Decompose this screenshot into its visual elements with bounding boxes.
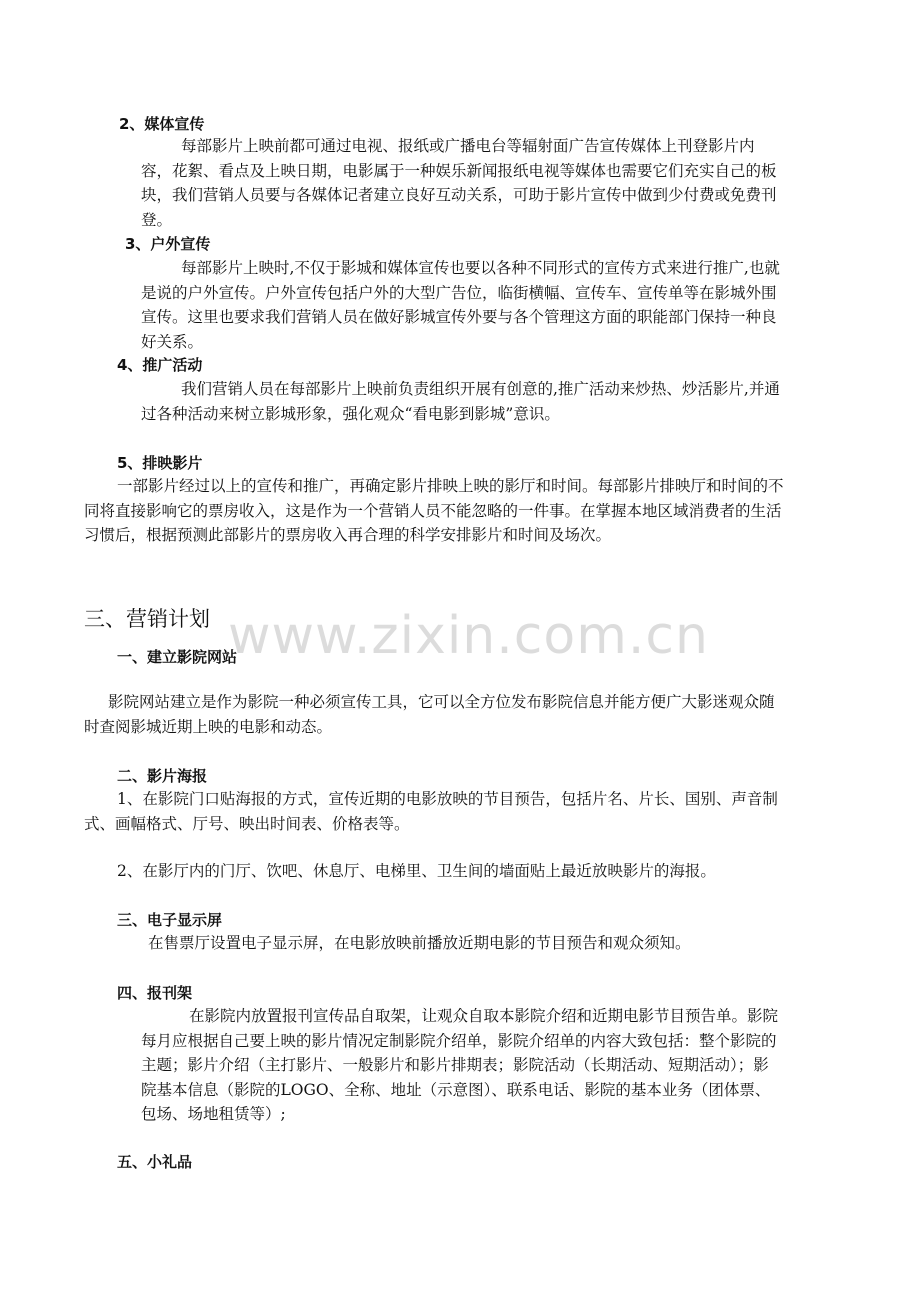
plan-heading-brochure-rack: 四、报刊架 [117,984,193,1002]
paragraph-posters-item-1: 1、在影院门口贴海报的方式，宣传近期的电影放映的节目预告，包括片名、片长、国别、声音制式、画幅格式、厅号、映出时间表、价格表等。 [84,790,778,833]
paragraph-posters-item-2: 2、在影厅内的门厅、饮吧、休息厅、电梯里、卫生间的墙面贴上最近放映影片的海报。 [117,862,716,880]
section-heading-outdoor-promotion: 3、户外宣传 [125,235,211,253]
plan-heading-electronic-display: 三、电子显示屏 [117,911,223,929]
plan-heading-posters: 二、影片海报 [117,767,208,785]
paragraph-outdoor-promotion: 每部影片上映时,不仅于影城和媒体宣传也要以各种不同形式的宣传方式来进行推广,也就是说的户外宣传。户外宣传包括户外的大型广告位，临街横幅、宣传车、宣传单等在影城外围宣传。这里也要求我们营销人员在做好影城宣传外要与各个管理这方面的职能部门保持一种良好关系。 [141,259,780,351]
plan-heading-cinema-website: 一、建立影院网站 [117,648,238,666]
paragraph-film-scheduling: 一部影片经过以上的宣传和推广，再确定影片排映上映的影厅和时间。每部影片排映厅和时间的不同将直接影响它的票房收入，这是作为一个营销人员不能忽略的一件事。在掌握本地区域消费者的生活习惯后，根据预测此部影片的票房收入再合理的科学安排影片和时间及场次。 [84,477,784,544]
section-heading-film-scheduling: 5、排映影片 [117,454,203,472]
paragraph-media-promotion: 每部影片上映前都可通过电视、报纸或广播电台等辐射面广告宣传媒体上刊登影片内容，花絮、看点及上映日期，电影属于一种娱乐新闻报纸电视等媒体也需要它们充实自己的板块，我们营销人员要与各媒体记者建立良好互动关系，可助于影片宣传中做到少付费或免费刊登。 [141,137,777,229]
paragraph-cinema-website: 影院网站建立是作为影院一种必须宣传工具，它可以全方位发布影院信息并能方便广大影迷观众随时查阅影城近期上映的电影和动态。 [84,693,775,736]
plan-heading-small-gifts: 五、小礼品 [117,1153,193,1171]
chapter-title-marketing-plan: 三、营销计划 [84,607,210,631]
section-heading-promotion-activities: 4、推广活动 [117,356,203,374]
section-heading-media-promotion: 2、媒体宣传 [119,115,205,133]
paragraph-promotion-activities: 我们营销人员在每部影片上映前负责组织开展有创意的,推广活动来炒热、炒活影片,并通过各种活动来树立影城形象，强化观众“看电影到影城”意识。 [141,380,780,423]
paragraph-electronic-display: 在售票厅设置电子显示屏，在电影放映前播放近期电影的节目预告和观众须知。 [148,934,691,952]
paragraph-brochure-rack: 在影院内放置报刊宣传品自取架，让观众自取本影院介绍和近期电影节目预告单。影院每月应根据自己要上映的影片情况定制影院介绍单，影院介绍单的内容大致包括：整个影院的主题；影片介绍（主打影片、一般影片和影片排期表；影院活动（长期活动、短期活动）；影院基本信息（影院的LOGO、全称、地址（示意图）、联系电话、影院的基本业务（团体票、包场、场地租赁等）; [141,1007,779,1123]
watermark-text: www.zixin.com.cn [228,606,709,666]
